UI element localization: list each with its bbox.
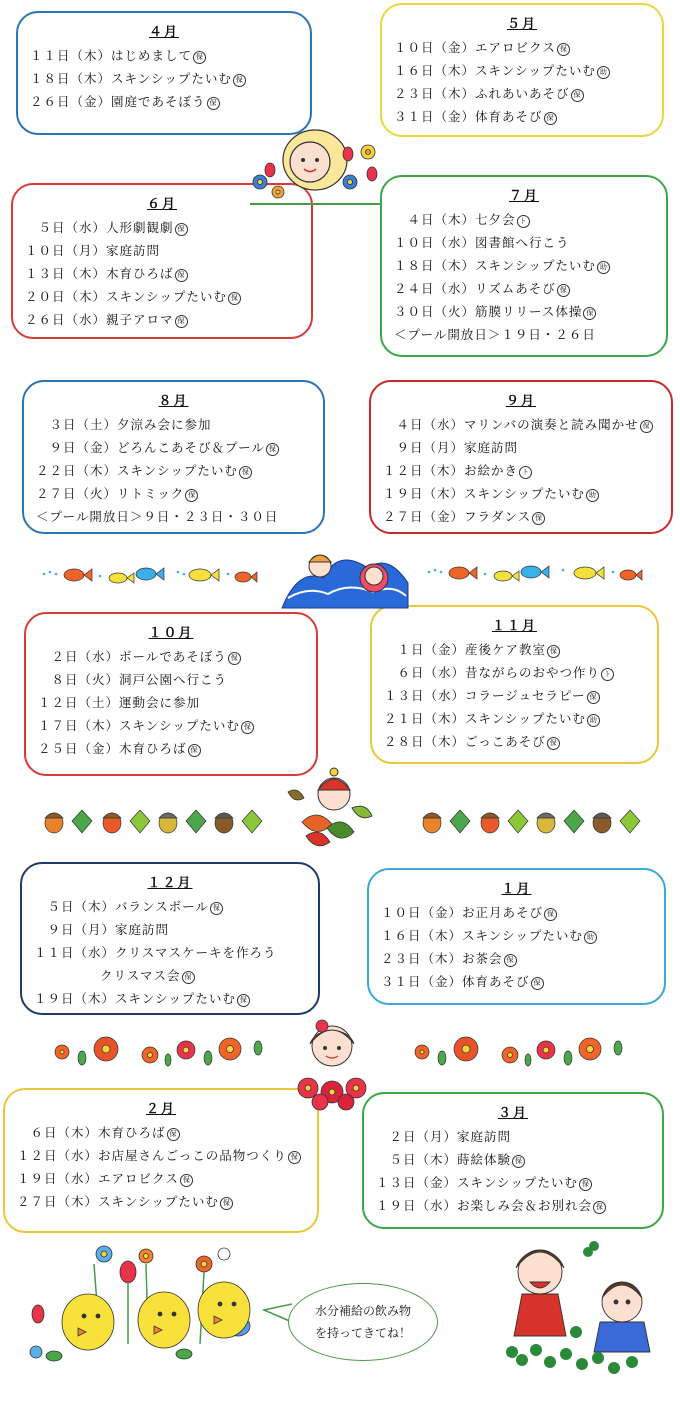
event-name: 園庭であそぼう <box>111 94 206 109</box>
event-name: スキンシップたいむ <box>119 718 240 733</box>
month-title-nov: １１月 <box>491 619 537 634</box>
event-date: ９日（月） <box>383 440 465 455</box>
event-badge: ト <box>519 466 532 479</box>
event-name: お楽しみ会＆お別れ会 <box>457 1198 593 1213</box>
event-list-dec <box>34 895 306 1010</box>
event-badge: 保 <box>228 652 241 665</box>
event-item <box>381 901 652 924</box>
event-item <box>394 82 650 105</box>
event-badge: 保 <box>547 645 560 658</box>
event-name: 筋膜リリース体操 <box>475 304 583 319</box>
event-badge: 保 <box>571 89 584 102</box>
event-item <box>376 1148 650 1171</box>
event-badge: 保 <box>544 908 557 921</box>
event-badge: 保 <box>531 977 544 990</box>
event-name: どろんこあそび＆プール <box>117 440 265 455</box>
event-item <box>394 105 650 128</box>
event-badge: 保 <box>583 307 596 320</box>
event-badge: 保 <box>587 691 600 704</box>
bubble-line-1: 水分補給の飲み物 <box>314 1304 411 1318</box>
event-item <box>384 684 645 707</box>
event-name: スキンシップたいむ <box>98 1194 219 1209</box>
event-name: スキンシップたいむ <box>475 258 596 273</box>
event-item <box>394 231 654 254</box>
event-name: お店屋さんごっこの品物つくり <box>98 1148 287 1163</box>
bubble-line-2: を持ってきてね！ <box>314 1326 411 1340</box>
event-date: ３１日（金） <box>394 109 476 124</box>
event-item <box>34 964 306 987</box>
event-name: 木育ひろば <box>106 266 174 281</box>
camellia-row-right <box>410 1032 630 1072</box>
event-item <box>394 59 650 82</box>
event-name: 夕涼み会に参加 <box>117 417 212 432</box>
event-name: エアロビクス <box>475 40 556 55</box>
event-item <box>394 254 654 277</box>
event-item <box>394 208 654 231</box>
event-date: １６日（木） <box>381 928 463 943</box>
month-box-dec <box>20 862 320 1015</box>
event-badge: 保 <box>239 466 252 479</box>
event-name: クリスマスケーキを作ろう <box>115 945 277 960</box>
event-name: リトミック <box>117 486 185 501</box>
event-date: １０日（金） <box>394 40 476 55</box>
event-item <box>381 970 652 993</box>
event-item <box>383 413 659 436</box>
event-name: スキンシップたいむ <box>465 711 586 726</box>
event-item <box>383 436 659 459</box>
event-badge: 保 <box>175 269 188 282</box>
event-name: スキンシップたいむ <box>106 289 227 304</box>
event-name: クリスマス会 <box>100 968 181 983</box>
event-badge: ト <box>601 668 614 681</box>
event-list-mar <box>376 1125 650 1217</box>
children-clover-illustration <box>492 1232 664 1382</box>
event-badge: 助 <box>586 489 599 502</box>
event-date: １０日（金） <box>381 905 463 920</box>
event-date: １１日（水） <box>34 945 116 960</box>
event-name: スキンシップたいむ <box>475 63 596 78</box>
event-date: １０日（月） <box>25 243 107 258</box>
event-item <box>38 737 304 760</box>
event-badge: 助 <box>584 931 597 944</box>
event-item <box>36 482 311 505</box>
event-name: 運動会に参加 <box>119 695 201 710</box>
event-name: スキンシップたいむ <box>457 1175 578 1190</box>
event-name: 体育あそび <box>462 974 530 989</box>
event-item <box>25 239 299 262</box>
event-name: 家庭訪問 <box>106 243 161 258</box>
event-item <box>383 459 659 482</box>
acorn-leaf-row-left <box>40 806 270 836</box>
event-name: 家庭訪問 <box>464 440 519 455</box>
event-item <box>384 661 645 684</box>
event-badge: 保 <box>640 420 653 433</box>
event-date: ２１日（木） <box>384 711 466 726</box>
event-name: 体育あそび <box>475 109 543 124</box>
event-badge: 保 <box>193 51 206 64</box>
event-badge: 保 <box>175 315 188 328</box>
event-badge: 保 <box>210 902 223 915</box>
event-name: 産後ケア教室 <box>465 642 547 657</box>
event-date: １９日（水） <box>376 1198 458 1213</box>
event-date: ２６日（水） <box>25 312 107 327</box>
event-item <box>30 67 298 90</box>
event-item <box>30 44 298 67</box>
event-date: １３日（水） <box>384 688 466 703</box>
event-list-may <box>394 36 650 128</box>
child-camellia-illustration <box>280 1008 386 1112</box>
event-item <box>36 459 311 482</box>
camellia-row-left <box>50 1032 270 1072</box>
event-item <box>36 436 311 459</box>
event-item <box>384 707 645 730</box>
event-badge: 保 <box>288 1151 301 1164</box>
event-date: ５日（水） <box>25 220 107 235</box>
event-item <box>394 36 650 59</box>
event-badge: 保 <box>241 721 254 734</box>
event-date: １２日（土） <box>38 695 120 710</box>
event-item <box>384 730 645 753</box>
event-date: ５日（木） <box>34 899 116 914</box>
event-name: 七夕会 <box>475 212 516 227</box>
event-date: １３日（金） <box>376 1175 458 1190</box>
acorn-leaf-row-right <box>418 806 648 836</box>
event-date: １２日（水） <box>17 1148 99 1163</box>
event-date: ２３日（木） <box>394 86 476 101</box>
event-badge: 保 <box>185 489 198 502</box>
event-name: お正月あそび <box>462 905 544 920</box>
event-item <box>25 285 299 308</box>
event-date: ２７日（木） <box>17 1194 99 1209</box>
event-item <box>376 1171 650 1194</box>
pool-open-note: ＜プール開放日＞１９日・２６日 <box>394 327 596 342</box>
month-box-mar <box>362 1092 664 1229</box>
event-name: 図書館へ行こう <box>475 235 570 250</box>
month-box-feb <box>3 1088 319 1233</box>
event-name: 木育ひろば <box>98 1125 166 1140</box>
event-item <box>376 1125 650 1148</box>
month-title-apr: ４月 <box>148 25 179 40</box>
event-date: １９日（木） <box>383 486 465 501</box>
event-badge: 保 <box>593 1201 606 1214</box>
event-list-jun <box>25 216 299 331</box>
event-badge: 保 <box>547 737 560 750</box>
event-name: 木育ひろば <box>119 741 187 756</box>
event-badge: 保 <box>237 994 250 1007</box>
month-box-aug <box>22 380 325 534</box>
event-item <box>25 308 299 331</box>
event-date: ４日（木） <box>394 212 476 227</box>
event-name: フラダンス <box>464 509 532 524</box>
event-item <box>383 482 659 505</box>
event-item <box>34 987 306 1010</box>
event-item <box>38 668 304 691</box>
event-item <box>17 1190 305 1213</box>
event-badge: 保 <box>579 1178 592 1191</box>
month-title-aug: ８月 <box>158 394 189 409</box>
event-date: １９日（水） <box>17 1171 99 1186</box>
event-name: ボールであそぼう <box>119 649 227 664</box>
event-item <box>394 300 654 323</box>
month-box-oct <box>24 612 318 776</box>
event-date: ６日（木） <box>17 1125 99 1140</box>
month-title-may: ５月 <box>506 17 537 32</box>
month-title-dec: １２月 <box>147 876 193 891</box>
event-item <box>34 895 306 918</box>
event-badge: 保 <box>504 954 517 967</box>
event-badge: ト <box>517 215 530 228</box>
event-badge: 助 <box>597 66 610 79</box>
event-badge: 保 <box>182 971 195 984</box>
event-list-apr <box>30 44 298 113</box>
event-date: ２８日（木） <box>384 734 466 749</box>
event-badge: 保 <box>175 223 188 236</box>
event-badge: 保 <box>220 1197 233 1210</box>
event-item <box>30 90 298 113</box>
month-box-may <box>380 3 664 137</box>
event-list-jan <box>381 901 652 993</box>
event-list-nov <box>384 638 645 753</box>
event-name: はじめまして <box>111 48 193 63</box>
event-date: １６日（木） <box>394 63 476 78</box>
event-date: ３１日（金） <box>381 974 463 989</box>
event-badge: 保 <box>188 744 201 757</box>
event-list-sep <box>383 413 659 528</box>
event-date: ２７日（金） <box>383 509 465 524</box>
month-title-oct: １０月 <box>148 626 194 641</box>
event-name: 親子アロマ <box>106 312 174 327</box>
event-badge: 保 <box>532 512 545 525</box>
chicks-flowers-illustration <box>24 1244 284 1368</box>
event-name: 家庭訪問 <box>457 1129 512 1144</box>
month-title-mar: ３月 <box>497 1106 528 1121</box>
event-date: ２７日（火） <box>36 486 118 501</box>
event-date: １７日（木） <box>38 718 120 733</box>
event-name: お茶会 <box>462 951 503 966</box>
event-name: 家庭訪問 <box>115 922 170 937</box>
month-box-jan <box>367 868 666 1005</box>
event-date: １８日（木） <box>30 71 112 86</box>
event-item <box>17 1121 305 1144</box>
event-date: ２日（水） <box>38 649 120 664</box>
event-name: 洞戸公園へ行こう <box>119 672 228 687</box>
pool-open-note: ＜プール開放日＞９日・２３日・３０日 <box>36 509 279 524</box>
event-badge: 保 <box>233 74 246 87</box>
event-name: 人形劇観劇 <box>106 220 174 235</box>
event-date: ３０日（火） <box>394 304 476 319</box>
month-title-sep: ９月 <box>505 394 536 409</box>
event-date: １８日（木） <box>394 258 476 273</box>
event-badge: 保 <box>557 43 570 56</box>
event-date: ２２日（木） <box>36 463 118 478</box>
event-date: ３日（土） <box>36 417 118 432</box>
fish-row-left <box>40 562 260 588</box>
event-badge: 保 <box>512 1155 525 1168</box>
event-badge: 助 <box>597 261 610 274</box>
event-date: ２０日（木） <box>25 289 107 304</box>
month-box-sep <box>369 380 673 534</box>
event-name: 蒔絵体験 <box>457 1152 512 1167</box>
event-name: お絵かき <box>464 463 519 478</box>
event-item <box>38 691 304 714</box>
month-title-jun: ６月 <box>146 197 177 212</box>
event-date: ２６日（金） <box>30 94 112 109</box>
month-box-jul <box>380 175 668 357</box>
event-item <box>25 216 299 239</box>
event-list-aug <box>36 413 311 528</box>
event-item <box>383 505 659 528</box>
event-date: ８日（火） <box>38 672 120 687</box>
event-name: ふれあいあそび <box>475 86 570 101</box>
event-date: １９日（木） <box>34 991 116 1006</box>
month-box-nov <box>370 605 659 764</box>
event-item <box>25 262 299 285</box>
event-date: ２４日（水） <box>394 281 476 296</box>
event-item <box>38 645 304 668</box>
event-item <box>381 924 652 947</box>
fish-row-right <box>425 560 645 586</box>
children-swimming-illustration <box>278 538 413 610</box>
event-date: ２３日（木） <box>381 951 463 966</box>
event-badge: 保 <box>180 1174 193 1187</box>
event-name: マリンバの演奏と読み聞かせ <box>464 417 639 432</box>
event-date: ２日（月） <box>376 1129 458 1144</box>
baby-flowers-illustration <box>240 112 390 212</box>
event-badge: 保 <box>544 112 557 125</box>
event-list-feb <box>17 1121 305 1213</box>
event-name: 昔ながらのおやつ作り <box>465 665 601 680</box>
event-badge: 保 <box>557 284 570 297</box>
event-item <box>381 947 652 970</box>
event-name: スキンシップたいむ <box>115 991 236 1006</box>
event-date: ５日（木） <box>376 1152 458 1167</box>
event-name: スキンシップたいむ <box>117 463 238 478</box>
event-badge: 保 <box>228 292 241 305</box>
event-date: １２日（木） <box>383 463 465 478</box>
event-badge: 保 <box>167 1128 180 1141</box>
event-item <box>384 638 645 661</box>
event-item <box>34 918 306 941</box>
event-date: １３日（木） <box>25 266 107 281</box>
event-badge: 保 <box>266 443 279 456</box>
event-list-jul <box>394 208 654 346</box>
event-name: スキンシップたいむ <box>462 928 583 943</box>
event-item <box>36 413 311 436</box>
event-date: ９日（金） <box>36 440 118 455</box>
event-list-oct <box>38 645 304 760</box>
event-item <box>394 277 654 300</box>
event-badge: 助 <box>587 714 600 727</box>
event-item <box>17 1144 305 1167</box>
event-name: ごっこあそび <box>465 734 546 749</box>
event-item <box>17 1167 305 1190</box>
event-date: ９日（月） <box>34 922 116 937</box>
event-name: リズムあそび <box>475 281 556 296</box>
event-date: ４日（水） <box>383 417 465 432</box>
event-item <box>38 714 304 737</box>
speech-bubble <box>288 1283 438 1361</box>
event-item <box>376 1194 650 1217</box>
event-date: ２５日（金） <box>38 741 120 756</box>
event-date: １１日（木） <box>30 48 112 63</box>
event-item <box>34 941 306 964</box>
event-date: ６日（水） <box>384 665 466 680</box>
event-badge: 保 <box>207 97 220 110</box>
month-title-feb: ２月 <box>145 1102 176 1117</box>
month-title-jan: １月 <box>501 882 532 897</box>
event-date: １０日（水） <box>394 235 476 250</box>
month-title-jul: ７月 <box>508 189 539 204</box>
event-date: １日（金） <box>384 642 466 657</box>
event-name: スキンシップたいむ <box>111 71 232 86</box>
event-name: バランスボール <box>115 899 209 914</box>
event-name: コラージュセラピー <box>465 688 586 703</box>
event-name: エアロビクス <box>98 1171 179 1186</box>
child-autumn-leaves-illustration <box>282 762 377 854</box>
event-name: スキンシップたいむ <box>464 486 585 501</box>
